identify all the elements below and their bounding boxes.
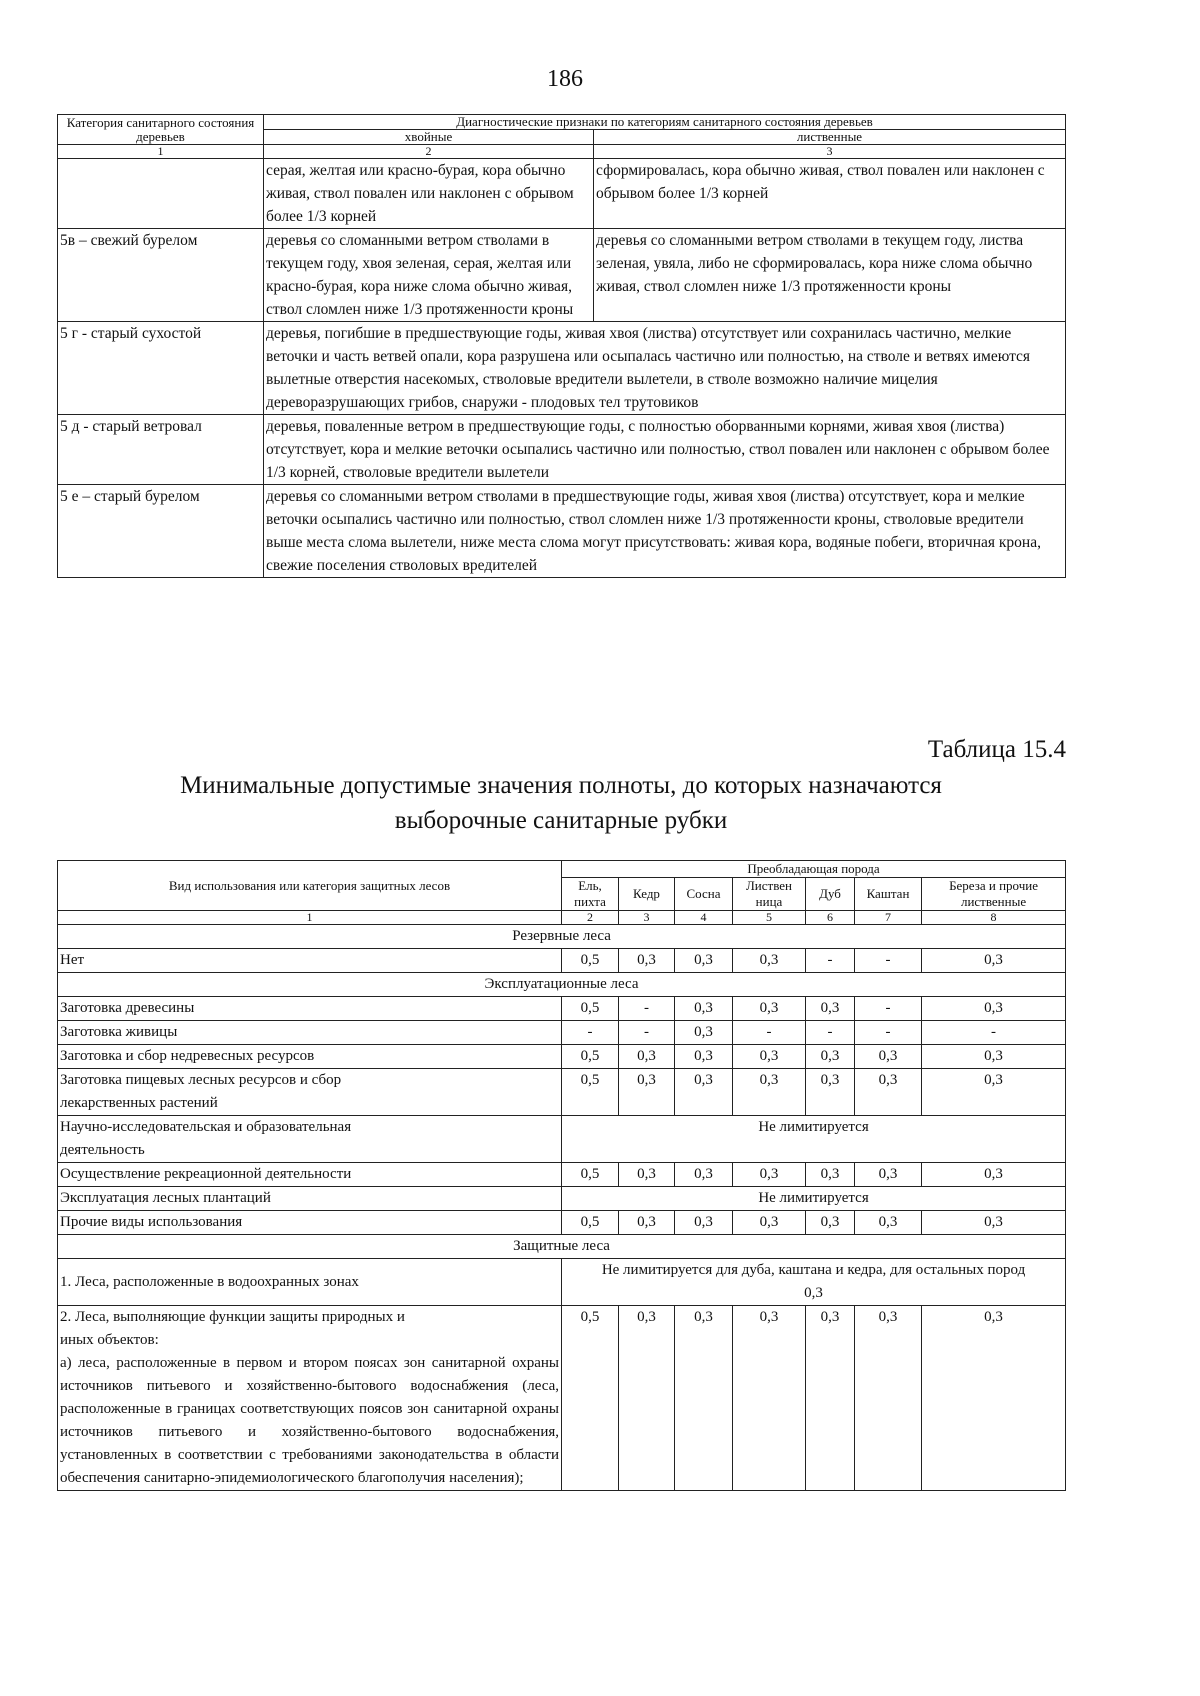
not-limited-cell: Не лимитируется bbox=[562, 1116, 1066, 1163]
table-title-line: выборочные санитарные рубки bbox=[394, 807, 728, 834]
value-cell: 0,3 bbox=[619, 949, 675, 973]
table-row bbox=[58, 415, 1066, 485]
table-row bbox=[58, 997, 1066, 1021]
value-cell: 0,3 bbox=[806, 1045, 855, 1069]
table-title-line: Минимальные допустимые значения полноты, до которых назначаются bbox=[180, 772, 942, 799]
label-line: иных объектов: bbox=[60, 1332, 159, 1348]
table-row bbox=[58, 229, 1066, 322]
coniferous-cell: серая, желтая или красно-бурая, кора обычно живая, ствол повален или наклонен с обрывом более 1/3 корней bbox=[264, 159, 594, 229]
table-row bbox=[58, 1116, 1066, 1163]
use-label: Нет bbox=[58, 949, 562, 973]
category-cell: 5в – свежий бурелом bbox=[58, 229, 264, 322]
value-cell: 0,3 bbox=[675, 1211, 733, 1235]
table-row bbox=[58, 1163, 1066, 1187]
table-row bbox=[58, 1211, 1066, 1235]
signs-cell: деревья, поваленные ветром в предшествующие годы, с полностью оборванными корнями, живая хвоя (листва) отсутствует, кора и мелкие веточки осыпались частично или полностью, ствол повален или наклонен с обрывом более 1/3 корней, стволовые вредители вылетели bbox=[264, 415, 1066, 485]
value-cell: 0,3 bbox=[733, 1211, 806, 1235]
value-cell: 0,3 bbox=[806, 997, 855, 1021]
column-number: 1 bbox=[58, 911, 562, 925]
table-row bbox=[58, 1045, 1066, 1069]
section-heading: Резервные леса bbox=[58, 925, 1066, 949]
column-number: 4 bbox=[675, 911, 733, 925]
page-number: 186 bbox=[547, 66, 583, 92]
density-table bbox=[57, 860, 1066, 1491]
signs-cell: деревья со сломанными ветром стволами в предшествующие годы, живая хвоя (листва) отсутствует, кора и мелкие веточки осыпались частично или полностью, ствол сломлен ниже 1/3 протяженности кроны, стволовые вредители выше места слома вылетели, ниже места слома могут присутствовать: живая кора, водяные побеги, вторичная крона, свежие поселения стволовых вредителей bbox=[264, 485, 1066, 578]
use-label: Прочие виды использования bbox=[58, 1211, 562, 1235]
value-cell: 0,3 bbox=[675, 1045, 733, 1069]
value-cell: - bbox=[806, 1021, 855, 1045]
category-cell: 5 д - старый ветровал bbox=[58, 415, 264, 485]
value-cell: 0,3 bbox=[675, 997, 733, 1021]
value-cell: 0,3 bbox=[619, 1069, 675, 1116]
value-cell: 0,3 bbox=[675, 1306, 733, 1491]
value-cell: 0,3 bbox=[619, 1163, 675, 1187]
table-row bbox=[58, 1021, 1066, 1045]
value-cell: - bbox=[619, 997, 675, 1021]
header-coniferous: хвойные bbox=[264, 130, 594, 145]
column-number: 3 bbox=[594, 145, 1066, 159]
value-cell: 0,3 bbox=[675, 1163, 733, 1187]
species-header: Ель, пихта bbox=[562, 878, 619, 911]
species-header: Каштан bbox=[855, 878, 922, 911]
species-header: Дуб bbox=[806, 878, 855, 911]
table-title bbox=[57, 768, 1065, 838]
use-label bbox=[58, 1069, 562, 1116]
value-cell: 0,3 bbox=[806, 1211, 855, 1235]
value-cell: 0,3 bbox=[806, 1306, 855, 1491]
merged-value-cell: Не лимитируется для дуба, каштана и кедра, для остальных пород 0,3 bbox=[562, 1259, 1066, 1306]
value-cell: 0,3 bbox=[855, 1211, 922, 1235]
column-number: 2 bbox=[264, 145, 594, 159]
table-row bbox=[58, 1306, 1066, 1491]
table-row bbox=[58, 322, 1066, 415]
value-cell: 0,3 bbox=[855, 1163, 922, 1187]
sanitary-categories-table bbox=[57, 114, 1066, 578]
value-cell: 0,5 bbox=[562, 1163, 619, 1187]
column-number: 6 bbox=[806, 911, 855, 925]
value-cell: 0,3 bbox=[619, 1211, 675, 1235]
header-species: Преобладающая порода bbox=[562, 861, 1066, 878]
use-label bbox=[58, 1306, 562, 1491]
column-number: 3 bbox=[619, 911, 675, 925]
value-cell: 0,3 bbox=[922, 1163, 1066, 1187]
use-label: Заготовка живицы bbox=[58, 1021, 562, 1045]
header-use: Вид использования или категория защитных лесов bbox=[58, 861, 562, 911]
section-heading: Эксплуатационные леса bbox=[58, 973, 1066, 997]
value-cell: 0,3 bbox=[675, 1021, 733, 1045]
use-label bbox=[58, 1116, 562, 1163]
value-cell: 0,3 bbox=[922, 949, 1066, 973]
species-header: Листвен ница bbox=[733, 878, 806, 911]
table-row bbox=[58, 159, 1066, 229]
value-cell: - bbox=[855, 997, 922, 1021]
species-header: Кедр bbox=[619, 878, 675, 911]
value-cell: 0,5 bbox=[562, 997, 619, 1021]
value-cell: 0,3 bbox=[922, 1069, 1066, 1116]
label-sub-item: а) леса, расположенные в первом и втором поясах зон санитарной охраны источников питьевого и хозяйственно-бытового водоснабжения (леса, расположенные в границах соответствующих поясов зон санитарной охраны источников питьевого и хозяйственно-бытового водоснабжения, установленных в соответствии с требованиями законодательства в области обеспечения санитарно-эпидемиологического благополучия населения); bbox=[60, 1355, 559, 1486]
value-cell: 0,3 bbox=[733, 997, 806, 1021]
table-row bbox=[58, 949, 1066, 973]
value-cell: - bbox=[855, 949, 922, 973]
value-cell: 0,3 bbox=[733, 949, 806, 973]
value-cell: 0,3 bbox=[733, 1163, 806, 1187]
use-label: Осуществление рекреационной деятельности bbox=[58, 1163, 562, 1187]
header-category: Категория санитарного состояния деревьев bbox=[58, 115, 264, 145]
table-row bbox=[58, 1069, 1066, 1116]
label-line: 2. Леса, выполняющие функции защиты природных и bbox=[60, 1309, 405, 1325]
value-cell: - bbox=[619, 1021, 675, 1045]
value-cell: 0,3 bbox=[619, 1045, 675, 1069]
value-cell: - bbox=[562, 1021, 619, 1045]
label-line: деятельность bbox=[60, 1142, 145, 1158]
value-cell: 0,3 bbox=[855, 1069, 922, 1116]
value-cell: 0,3 bbox=[675, 1069, 733, 1116]
table-row bbox=[58, 485, 1066, 578]
signs-cell: деревья, погибшие в предшествующие годы, живая хвоя (листва) отсутствует или сохранилась частично, мелкие веточки и часть ветвей опали, кора разрушена или осыпалась частично или полностью, на стволе и ветвях имеются вылетные отверстия насекомых, стволовые вредители вылетели, в стволе возможно наличие мицелия дереворазрушающих грибов, снаружи - плодовых тел трутовиков bbox=[264, 322, 1066, 415]
label-line: Заготовка пищевых лесных ресурсов и сбор bbox=[60, 1072, 342, 1088]
deciduous-cell: деревья со сломанными ветром стволами в текущем году, листва зеленая, увяла, либо не сформировалась, кора ниже слома обычно живая, ствол сломлен ниже 1/3 протяженности кроны bbox=[594, 229, 1066, 322]
use-label: Эксплуатация лесных плантаций bbox=[58, 1187, 562, 1211]
value-cell: 0,3 bbox=[922, 1211, 1066, 1235]
species-header: Береза и прочие лиственные bbox=[922, 878, 1066, 911]
value-cell: 0,3 bbox=[855, 1306, 922, 1491]
table-label: Таблица 15.4 bbox=[927, 736, 1066, 763]
section-heading: Защитные леса bbox=[58, 1235, 1066, 1259]
deciduous-cell: сформировалась, кора обычно живая, ствол повален или наклонен с обрывом более 1/3 корней bbox=[594, 159, 1066, 229]
value-cell: 0,5 bbox=[562, 949, 619, 973]
label-line: лекарственных растений bbox=[60, 1095, 218, 1111]
value-cell: - bbox=[855, 1021, 922, 1045]
table-row bbox=[58, 1259, 1066, 1306]
value-cell: 0,3 bbox=[733, 1069, 806, 1116]
value-cell: 0,3 bbox=[922, 1045, 1066, 1069]
coniferous-cell: деревья со сломанными ветром стволами в текущем году, хвоя зеленая, серая, желтая или красно-бурая, кора ниже слома обычно живая, ствол сломлен ниже 1/3 протяженности кроны bbox=[264, 229, 594, 322]
value-cell: 0,3 bbox=[922, 1306, 1066, 1491]
column-number: 7 bbox=[855, 911, 922, 925]
value-cell: 0,3 bbox=[733, 1045, 806, 1069]
value-cell: 0,5 bbox=[562, 1306, 619, 1491]
category-cell: 5 е – старый бурелом bbox=[58, 485, 264, 578]
value-cell: 0,3 bbox=[675, 949, 733, 973]
column-number: 2 bbox=[562, 911, 619, 925]
value-cell: 0,3 bbox=[806, 1163, 855, 1187]
value-cell: - bbox=[922, 1021, 1066, 1045]
column-number: 8 bbox=[922, 911, 1066, 925]
use-label: Заготовка древесины bbox=[58, 997, 562, 1021]
table-row bbox=[58, 1187, 1066, 1211]
value-cell: - bbox=[806, 949, 855, 973]
label-line: Научно-исследовательская и образовательная bbox=[60, 1119, 352, 1135]
value-cell: 0,3 bbox=[855, 1045, 922, 1069]
value-cell: 0,5 bbox=[562, 1211, 619, 1235]
header-deciduous: лиственные bbox=[594, 130, 1066, 145]
use-label: Заготовка и сбор недревесных ресурсов bbox=[58, 1045, 562, 1069]
value-cell: 0,3 bbox=[922, 997, 1066, 1021]
header-diagnostics: Диагностические признаки по категориям санитарного состояния деревьев bbox=[264, 115, 1066, 130]
value-cell: 0,5 bbox=[562, 1045, 619, 1069]
value-cell: 0,5 bbox=[562, 1069, 619, 1116]
column-number: 5 bbox=[733, 911, 806, 925]
not-limited-cell: Не лимитируется bbox=[562, 1187, 1066, 1211]
value-cell: - bbox=[733, 1021, 806, 1045]
category-cell: 5 г - старый сухостой bbox=[58, 322, 264, 415]
value-cell: 0,3 bbox=[619, 1306, 675, 1491]
category-cell bbox=[58, 159, 264, 229]
column-number: 1 bbox=[58, 145, 264, 159]
value-cell: 0,3 bbox=[806, 1069, 855, 1116]
value-cell: 0,3 bbox=[733, 1306, 806, 1491]
species-header: Сосна bbox=[675, 878, 733, 911]
use-label: 1. Леса, расположенные в водоохранных зонах bbox=[58, 1259, 562, 1306]
